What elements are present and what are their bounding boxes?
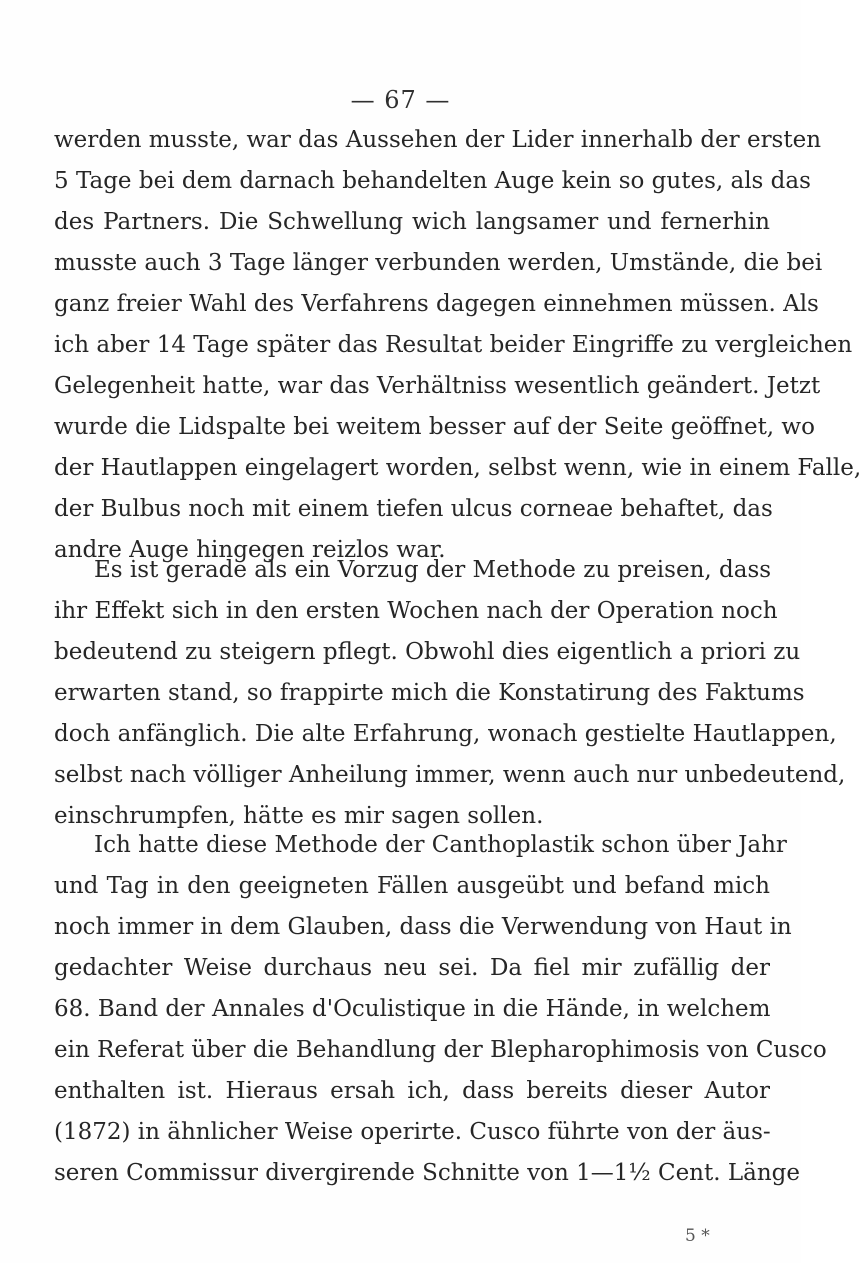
text-line: einschrumpfen, hätte es mir sagen sollen. [54,803,544,829]
text-line: ein Referat über die Behandlung der Blepharophimosis von Cusco [54,1037,827,1063]
text-line: wurde die Lidspalte bei weitem besser auf der Seite geöffnet, wo [54,414,815,440]
text-line: bedeutend zu steigern pflegt. Obwohl dies eigentlich a priori zu [54,639,801,665]
text-line: 5 Tage bei dem darnach behandelten Auge kein so gutes, als das [54,168,811,194]
text-line: der Hautlappen eingelagert worden, selbst wenn, wie in einem Falle, [54,455,861,481]
paragraph-1 [54,120,861,571]
text-line: des Partners. Die Schwellung wich langsamer und fernerhin [54,209,770,235]
text-line: noch immer in dem Glauben, dass die Verwendung von Haut in [54,914,792,940]
text-line: der Bulbus noch mit einem tiefen ulcus corneae behaftet, das [54,496,773,522]
page-number: — 67 — [350,86,451,114]
text-line: ich aber 14 Tage später das Resultat beider Eingriffe zu vergleichen [54,332,853,358]
text-line: und Tag in den geeigneten Fällen ausgeübt und befand mich [54,873,770,899]
text-line: andre Auge hingegen reizlos war. [54,537,446,563]
text-line: erwarten stand, so frappirte mich die Konstatirung des Faktums [54,680,805,706]
text-line: Gelegenheit hatte, war das Verhältniss wesentlich geändert. Jetzt [54,373,821,399]
text-line: seren Commissur divergirende Schnitte von 1—1½ Cent. Länge [54,1160,800,1186]
paragraph-2 [54,550,846,837]
text-line: gedachter Weise durchaus neu sei. Da fiel mir zufällig der [54,955,770,981]
text-line: (1872) in ähnlicher Weise operirte. Cusco führte von der äus- [54,1119,771,1145]
paragraph-3 [54,825,827,1194]
text-line: ihr Effekt sich in den ersten Wochen nach der Operation noch [54,598,778,624]
text-line: enthalten ist. Hieraus ersah ich, dass bereits dieser Autor [54,1078,770,1104]
text-line: Es ist gerade als ein Vorzug der Methode zu preisen, dass [94,557,772,583]
text-line: selbst nach völliger Anheilung immer, wenn auch nur unbedeutend, [54,762,846,788]
text-line: doch anfänglich. Die alte Erfahrung, wonach gestielte Hautlappen, [54,721,837,747]
text-line: 68. Band der Annales d'Oculistique in die Hände, in welchem [54,996,771,1022]
signature-mark: 5 * [685,1226,710,1246]
text-line: musste auch 3 Tage länger verbunden werden, Umstände, die bei [54,250,823,276]
text-line: werden musste, war das Aussehen der Lider innerhalb der ersten [54,127,822,153]
text-line: Ich hatte diese Methode der Canthoplastik schon über Jahr [94,832,787,858]
text-line: ganz freier Wahl des Verfahrens dagegen einnehmen müssen. Als [54,291,819,317]
